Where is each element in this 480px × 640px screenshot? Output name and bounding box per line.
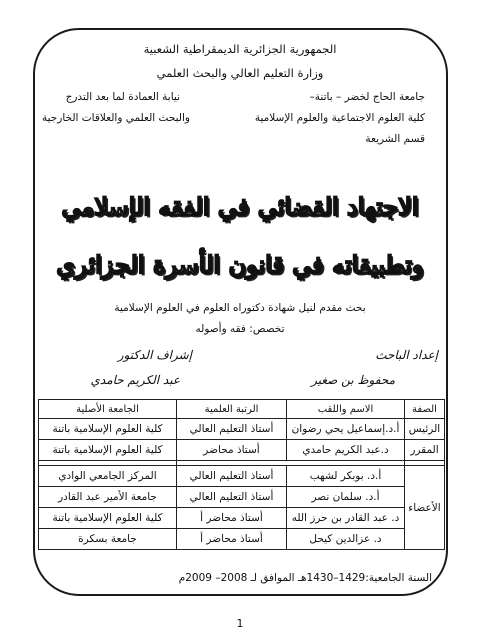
jury-rank: أستاذ التعليم العالي xyxy=(177,419,287,440)
jury-header-row xyxy=(39,400,445,419)
department-name: قسم الشريعة xyxy=(365,133,425,145)
jury-name: أ.د.إسماعيل يحي رضوان xyxy=(287,419,405,440)
jury-rank: أستاذ محاضر أ xyxy=(177,529,287,550)
jury-university: كلية العلوم الإسلامية باتنة xyxy=(39,508,177,529)
jury-rank: أستاذ التعليم العالي xyxy=(177,487,287,508)
jury-university: كلية العلوم الإسلامية باتنة xyxy=(39,440,177,461)
ministry-line: وزارة التعليم العالي والبحث العلمي xyxy=(156,66,324,80)
prepared-by-label: إعداد الباحث xyxy=(375,348,438,362)
col-header-role: الصفة xyxy=(405,400,445,419)
thesis-title-line1: الاجتهاد القضائي في الفقه الإسلامي xyxy=(61,192,419,221)
supervisor-name: عبد الكريم حامدي xyxy=(90,373,180,387)
table-row xyxy=(39,419,445,440)
republic-line: الجمهورية الجزائرية الديمقراطية الشعبية xyxy=(143,42,337,56)
table-row xyxy=(39,508,445,529)
table-row xyxy=(39,466,445,487)
jury-name: د. عبد القادر بن حرز الله xyxy=(287,508,405,529)
jury-role: الرئيس xyxy=(405,419,445,440)
table-row xyxy=(39,529,445,550)
table-row xyxy=(39,440,445,461)
jury-university: جامعة الأمير عبد القادر xyxy=(39,487,177,508)
jury-university: المركز الجامعي الوادي xyxy=(39,466,177,487)
jury-name: أ.د. بوبكر لشهب xyxy=(287,466,405,487)
specialty-line: تخصص: فقه وأصوله xyxy=(195,323,285,335)
col-header-rank: الرتبة العلمية xyxy=(177,400,287,419)
col-header-university: الجامعة الأصلية xyxy=(39,400,177,419)
jury-role-members: الأعضاء xyxy=(405,466,445,550)
col-header-name: الاسم واللقب xyxy=(287,400,405,419)
jury-name: د. عزالدين كيحل xyxy=(287,529,405,550)
jury-table xyxy=(38,399,445,550)
jury-rank: أستاذ محاضر xyxy=(177,440,287,461)
jury-name: أ.د. سلمان نصر xyxy=(287,487,405,508)
thesis-title-line2: وتطبيقاته في قانون الأسرة الجزائري xyxy=(56,250,424,279)
page-number: 1 xyxy=(236,617,244,630)
researcher-name: محفوظ بن صغير xyxy=(311,373,395,387)
jury-rank: أستاذ محاضر أ xyxy=(177,508,287,529)
relations-name: والبحث العلمي والعلاقات الخارجية xyxy=(41,112,190,124)
university-name: جامعة الحاج لخضر – باتنة– xyxy=(309,91,425,103)
table-row xyxy=(39,487,445,508)
jury-rank: أستاذ التعليم العالي xyxy=(177,466,287,487)
deanery-name: نيابة العمادة لما بعد التدرج xyxy=(65,91,180,103)
faculty-name: كلية العلوم الاجتماعية والعلوم الإسلامية xyxy=(254,112,425,124)
jury-university: كلية العلوم الإسلامية باتنة xyxy=(39,419,177,440)
supervision-label: إشراف الدكتور xyxy=(117,348,192,362)
academic-year: السنة الجامعية:1429–1430هـ الموافق لـ 2008– 2009م xyxy=(178,572,432,584)
jury-university: جامعة بسكرة xyxy=(39,529,177,550)
degree-line: بحث مقدم لنيل شهادة دكتوراه العلوم في العلوم الإسلامية xyxy=(114,302,366,314)
jury-name: د.عبد الكريم حامدي xyxy=(287,440,405,461)
jury-role: المقرر xyxy=(405,440,445,461)
